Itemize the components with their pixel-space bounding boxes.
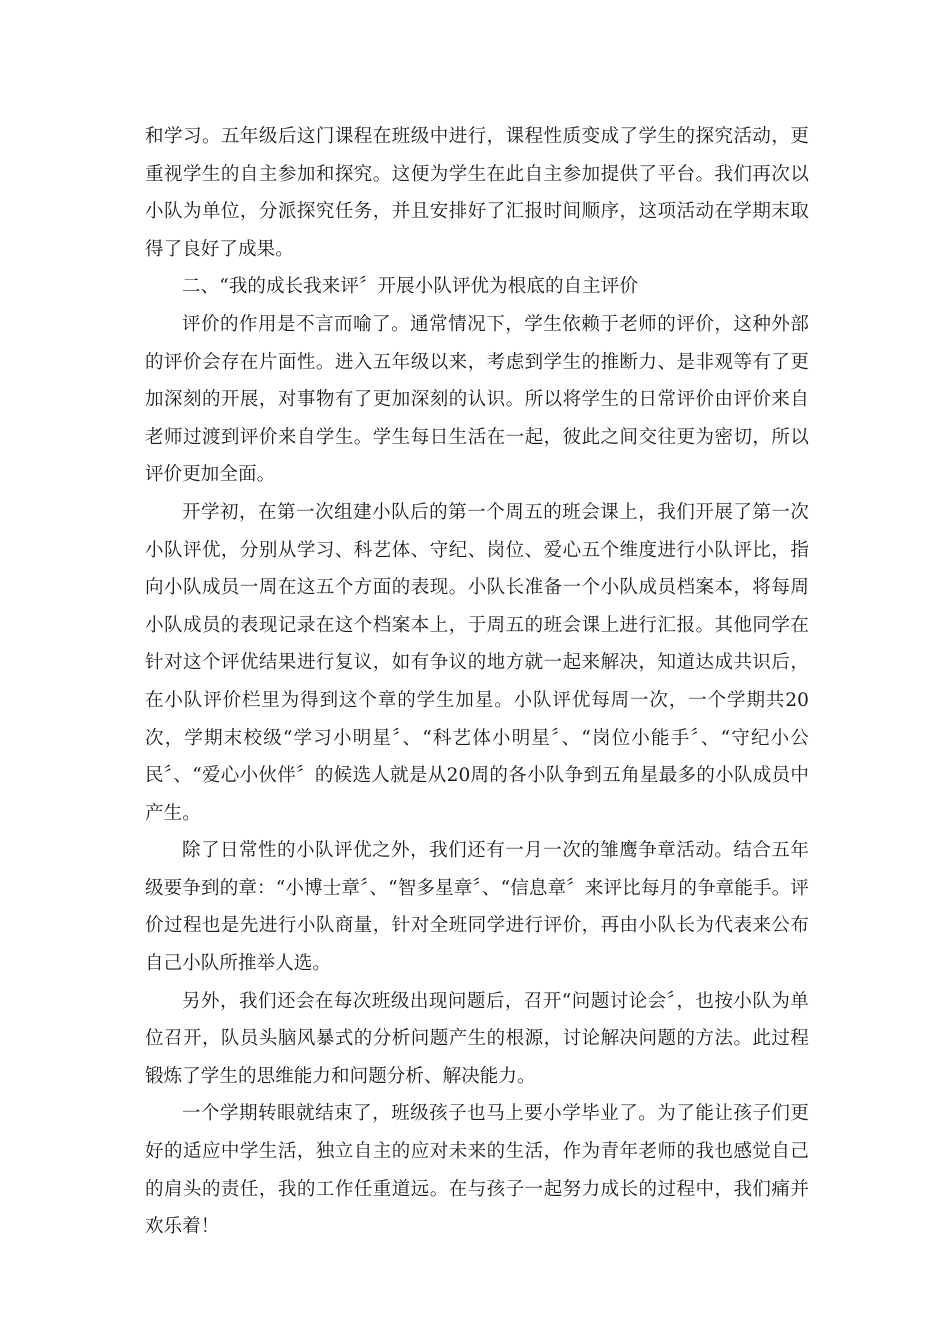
- document-body: [145, 118, 809, 1246]
- paragraph-discussion: 另外，我们还会在每次班级出现问题后，召开“问题讨论会〞，也按小队为单位召开，队员头脑风暴式的分析问题产生的根源，讨论解决问题的方法。此过程锻炼了学生的思维能力和问题分析、解决能力。: [145, 990, 809, 1087]
- paragraph-continuation: 和学习。五年级后这门课程在班级中进行，课程性质变成了学生的探究活动，更重视学生的自主参加和探究。这便为学生在此自主参加提供了平台。我们再次以小队为单位，分派探究任务，并且安排好了汇报时间顺序，这项活动在学期末取得了良好了成果。: [145, 126, 809, 260]
- paragraph-badge-activity: 除了日常性的小队评优之外，我们还有一月一次的雏鹰争章活动。结合五年级要争到的章：“小博士章〞、“智多星章〞、“信息章〞来评比每月的争章能手。评价过程也是先进行小队商量，针对全班同学进行评价，再由小队长为代表来公布自己小队所推举人选。: [145, 840, 809, 975]
- paragraph-conclusion: 一个学期转眼就结束了，班级孩子也马上要小学毕业了。为了能让孩子们更好的适应中学生活，独立自主的应对未来的生活，作为青年老师的我也感觉自己的肩头的责任，我的工作任重道远。在与孩子一起努力成长的过程中，我们痛并欢乐着！: [145, 1103, 809, 1238]
- paragraph-team-rating: 开学初，在第一次组建小队后的第一个周五的班会课上，我们开展了第一次小队评优，分别从学习、科艺体、守纪、岗位、爱心五个维度进行小队评比，指向小队成员一周在这五个方面的表现。小队长准备一个小队成员档案本，将每周小队成员的表现记录在这个档案本上，于周五的班会课上进行汇报。其他同学在针对这个评优结果进行复议，如有争议的地方就一起来解决，知道达成共识后，在小队评价栏里为得到这个章的学生加星。小队评优每周一次，一个学期共20次，学期末校级“学习小明星〞、“科艺体小明星〞、“岗位小能手〞、“守纪小公民〞、“爱心小伙伴〞的候选人就是从20周的各小队争到五角星最多的小队成员中产生。: [145, 501, 809, 824]
- paragraph-evaluation-role: 评价的作用是不言而喻了。通常情况下，学生依赖于老师的评价，这种外部的评价会存在片面性。进入五年级以来，考虑到学生的推断力、是非观等有了更加深刻的开展，对事物有了更加深刻的认识。所以将学生的日常评价由评价来自老师过渡到评价来自学生。学生每日生活在一起，彼此之间交往更为密切，所以评价更加全面。: [145, 313, 809, 486]
- section-heading: 二、“我的成长我来评〞开展小队评优为根底的自主评价: [182, 276, 638, 298]
